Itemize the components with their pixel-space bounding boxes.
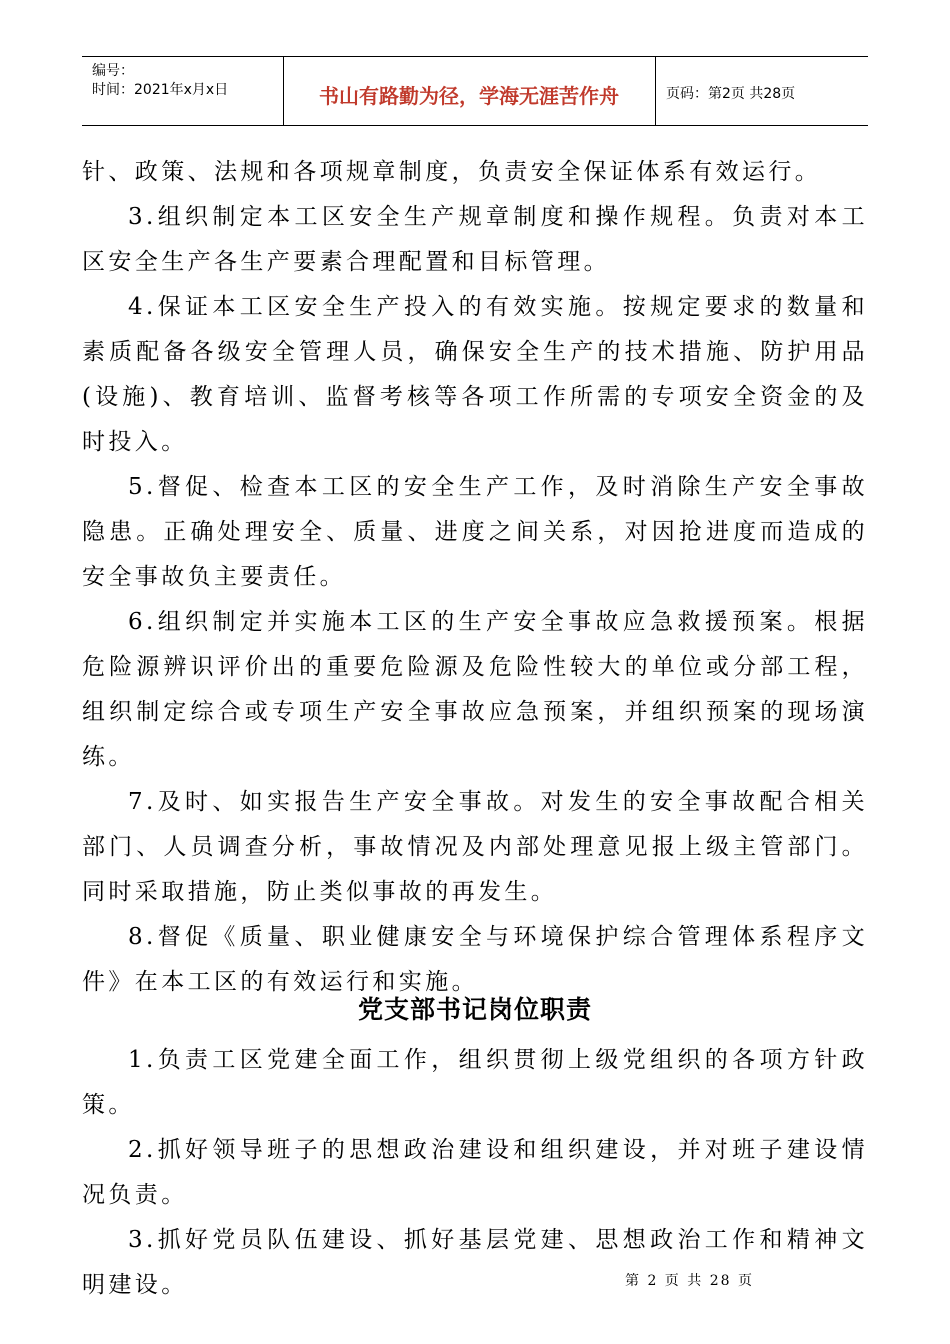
paragraph: 1.负责工区党建全面工作，组织贯彻上级党组织的各项方针政策。 — [82, 1047, 868, 1118]
header-motto: 书山有路勤为径，学海无涯苦作舟 — [319, 84, 619, 108]
section-body-text — [82, 1038, 868, 1308]
paragraph: 3.抓好党员队伍建设、抓好基层党建、思想政治工作和精神文明建设。 — [82, 1227, 868, 1298]
header-motto-cell — [283, 57, 656, 125]
paragraph: 8.督促《质量、职业健康安全与环境保护综合管理体系程序文件》在本工区的有效运行和实施。 — [82, 924, 868, 995]
paragraph: 2.抓好领导班子的思想政治建设和组织建设，并对班子建设情况负责。 — [82, 1137, 868, 1208]
paragraph: 4.保证本工区安全生产投入的有效实施。按规定要求的数量和素质配备各级安全管理人员，确保安全生产的技术措施、防护用品(设施)、教育培训、监督考核等各项工作所需的专项安全资金的及时投入。 — [82, 294, 868, 455]
header-page-cell — [656, 57, 868, 125]
paragraph: 针、政策、法规和各项规章制度，负责安全保证体系有效运行。 — [82, 159, 822, 185]
page-footer: 第 2 页 共 28 页 — [625, 1273, 754, 1289]
header-meta-cell — [82, 57, 284, 125]
serial-number-label: 编号： — [92, 63, 134, 79]
paragraph: 3.组织制定本工区安全生产规章制度和操作规程。负责对本工区安全生产各生产要素合理配置和目标管理。 — [82, 204, 868, 275]
date-label: 时间：2021年x月x日 — [92, 82, 229, 98]
paragraph: 5.督促、检查本工区的安全生产工作，及时消除生产安全事故隐患。正确处理安全、质量、进度之间关系，对因抢进度而造成的安全事故负主要责任。 — [82, 474, 868, 590]
paragraph: 7.及时、如实报告生产安全事故。对发生的安全事故配合相关部门、人员调查分析，事故情况及内部处理意见报上级主管部门。同时采取措施，防止类似事故的再发生。 — [82, 789, 868, 905]
paragraph: 6.组织制定并实施本工区的生产安全事故应急救援预案。根据危险源辨识评价出的重要危险源及危险性较大的单位或分部工程，组织制定综合或专项生产安全事故应急预案，并组织预案的现场演练。 — [82, 609, 868, 770]
document-header — [82, 56, 868, 126]
section-title: 党支部书记岗位职责 — [357, 995, 592, 1024]
header-page-info: 页码：第2页 共28页 — [666, 86, 796, 102]
body-text — [82, 150, 868, 1005]
